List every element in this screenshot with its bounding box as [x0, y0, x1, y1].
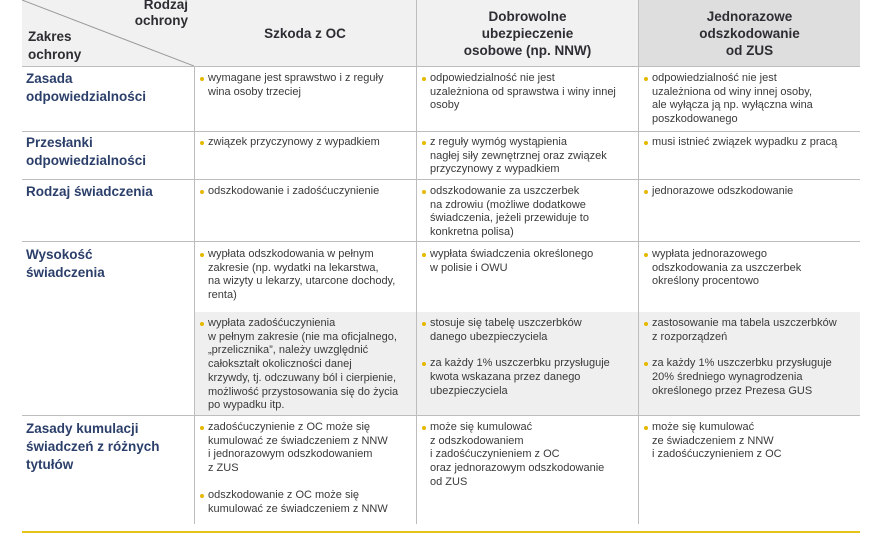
cell-line: kumulować ze świadczeniem z NNW: [208, 434, 388, 447]
cell-line: określony procentowo: [652, 275, 760, 288]
cell-line: po wypadku itp.: [208, 399, 285, 412]
row-label-line: Wysokość: [26, 247, 93, 262]
cell-line: określonego przez Prezesa GUS: [652, 384, 813, 397]
cell-line: zadośćuczynienie z OC może się: [208, 421, 371, 433]
list-item: [199, 317, 411, 413]
table-cell: [643, 72, 855, 127]
cell-line: wypłata świadczenia określonego: [430, 248, 594, 260]
cell-line: zastosowanie ma tabela uszczerbków: [652, 317, 837, 329]
list-item: [643, 357, 855, 398]
cell-line: od ZUS: [430, 475, 468, 488]
list-item: [421, 185, 633, 240]
cell-line: na zdrowiu (możliwe dodatkowe: [430, 198, 586, 211]
table-cell: [643, 136, 855, 150]
cell-line: „przelicznika”, należy uwzględnić: [208, 344, 369, 357]
cell-line: całokształt okoliczności danej: [208, 358, 352, 371]
cell-line: kumulować ze świadczeniem z NNW: [208, 502, 388, 515]
table-cell: [421, 136, 633, 177]
cell-line: 20% średniego wynagrodzenia: [652, 371, 803, 384]
column-header-nnw: [416, 0, 638, 66]
row-divider: [22, 241, 860, 242]
cell-line: renta): [208, 289, 237, 302]
cell-line: za każdy 1% uszczerbku przysługuje: [652, 357, 832, 370]
corner-top-line: ochrony: [134, 13, 188, 28]
row-label-line: odpowiedzialności: [26, 89, 147, 104]
row-label-liability-conditions: [26, 134, 192, 170]
list-item: [199, 185, 411, 199]
cell-line: poszkodowanego: [652, 113, 738, 126]
list-item: [643, 248, 855, 289]
list-item: [643, 317, 855, 344]
cell-line: z odszkodowaniem: [430, 434, 524, 447]
cell-line: ale wyłącza ją np. wyłączna wina: [652, 99, 813, 112]
cell-line: uzależniona od winy innej osoby,: [652, 85, 813, 98]
cell-line: oraz jednorazowym odszkodowanie: [430, 462, 605, 475]
list-item: [199, 136, 411, 150]
column-header-line: od ZUS: [725, 42, 774, 58]
list-item: [199, 421, 411, 476]
cell-line: wypłata zadośćuczynienia: [208, 317, 336, 329]
column-header-line: Szkoda z OC: [264, 25, 346, 41]
cell-line: nagłej siły zewnętrznej oraz związek: [430, 149, 607, 162]
cell-line: z reguły wymóg wystąpienia: [430, 136, 567, 148]
corner-label-protection-scope: [28, 28, 81, 64]
cell-line: i jednorazowym odszkodowaniem: [208, 448, 373, 461]
list-item: [643, 421, 855, 462]
table-cell: [643, 421, 855, 462]
cell-line: kwota wskazana przez danego: [430, 371, 581, 384]
row-divider: [22, 415, 860, 416]
corner-label-protection-type: [135, 0, 188, 29]
cell-line: przyczynowy z wypadkiem: [430, 163, 560, 176]
row-label-benefit-amount: [26, 246, 192, 282]
list-item: [199, 489, 411, 516]
table-cell: [421, 317, 633, 399]
cell-line: musi istnieć związek wypadku z pracą: [652, 136, 838, 148]
row-label-benefit-cumulation: [26, 420, 192, 474]
cell-line: stosuje się tabelę uszczerbków: [430, 317, 582, 329]
table-cell: [421, 421, 633, 490]
column-divider: [638, 0, 639, 524]
cell-line: może się kumulować: [652, 421, 755, 433]
cell-line: odszkodowanie za uszczerbek: [430, 185, 580, 197]
row-label-line: Zasada: [26, 71, 73, 86]
cell-line: świadczenia, jeżeli przewiduje to: [430, 212, 589, 225]
table-cell: [199, 421, 411, 516]
list-item: [199, 72, 411, 99]
list-item: [421, 248, 633, 275]
cell-line: wina osoby trzeciej: [208, 85, 301, 98]
table-cell: [199, 136, 411, 150]
list-item: [421, 317, 633, 344]
row-divider: [22, 179, 860, 180]
cell-line: w polisie i OWU: [430, 261, 508, 274]
row-label-line: Rodzaj świadczenia: [26, 184, 153, 199]
cell-line: odszkodowanie z OC może się: [208, 488, 360, 501]
row-label-line: tytułów: [26, 457, 74, 472]
row-divider: [22, 66, 860, 67]
cell-line: z ZUS: [208, 462, 239, 475]
cell-line: osoby: [430, 99, 460, 112]
list-item: [421, 72, 633, 113]
row-label-benefit-type: [26, 183, 192, 201]
cell-line: odpowiedzialność nie jest: [430, 72, 555, 84]
table-cell: [421, 185, 633, 240]
table-cell: [643, 248, 855, 289]
cell-line: wymagane jest sprawstwo i z reguły: [208, 72, 384, 84]
column-divider: [194, 66, 195, 524]
column-header-line: osobowe (np. NNW): [463, 42, 592, 58]
cell-line: może się kumulować: [430, 421, 533, 433]
row-label-line: Przesłanki: [26, 135, 93, 150]
table-cell: [199, 185, 411, 199]
column-header-line: Jednorazowe: [706, 8, 793, 24]
corner-bottom-line: ochrony: [28, 47, 82, 62]
cell-line: na wizyty u lekarzy, utarcone dochody,: [208, 275, 396, 288]
cell-line: związek przyczynowy z wypadkiem: [208, 136, 380, 148]
cell-line: ubezpieczyciela: [430, 384, 508, 397]
cell-line: krzywdy, tj. odczuwany ból i cierpienie,: [208, 371, 397, 384]
list-item: [643, 136, 855, 150]
column-header-oc: [194, 0, 416, 66]
cell-line: jednorazowe odszkodowanie: [652, 185, 794, 197]
cell-line: wypłata odszkodowania w pełnym: [208, 248, 374, 260]
cell-line: odszkodowanie i zadośćuczynienie: [208, 185, 380, 197]
list-item: [421, 357, 633, 398]
cell-line: za każdy 1% uszczerbku przysługuje: [430, 357, 610, 370]
cell-line: odpowiedzialność nie jest: [652, 72, 777, 84]
list-item: [199, 248, 411, 303]
header-corner-cell: [22, 0, 194, 66]
cell-line: w pełnym zakresie (nie ma oficjalnego,: [208, 330, 397, 343]
cell-line: odszkodowania za uszczerbek: [652, 261, 802, 274]
list-item: [643, 72, 855, 127]
row-label-liability-principle: [26, 70, 192, 106]
list-item: [643, 185, 855, 199]
cell-line: konkretna polisa): [430, 226, 514, 239]
corner-top-line: Rodzaj: [143, 0, 188, 12]
list-item: [421, 421, 633, 490]
cell-line: uzależniona od sprawstwa i winy innej: [430, 85, 616, 98]
cell-line: możliwość przystosowania się do życia: [208, 385, 399, 398]
table-cell: [421, 248, 633, 275]
table-cell: [199, 317, 411, 413]
column-header-line: ubezpieczenie: [481, 25, 574, 41]
row-label-line: Zasady kumulacji: [26, 421, 139, 436]
table-cell: [643, 317, 855, 399]
table-cell: [199, 72, 411, 99]
table-cell: [199, 248, 411, 303]
row-label-line: świadczenia: [26, 265, 105, 280]
cell-line: ze świadczeniem z NNW: [652, 434, 774, 447]
column-header-zus: [638, 0, 860, 66]
corner-bottom-line: Zakres: [28, 29, 72, 44]
footer-accent-rule: [22, 531, 860, 533]
cell-line: z rozporządzeń: [652, 330, 728, 343]
row-label-line: świadczeń z różnych: [26, 439, 160, 454]
list-item: [421, 136, 633, 177]
row-label-line: odpowiedzialności: [26, 153, 147, 168]
cell-line: i zadośćuczynieniem z OC: [430, 448, 560, 461]
cell-line: i zadośćuczynieniem z OC: [652, 448, 782, 461]
column-header-line: Dobrowolne: [488, 8, 567, 24]
cell-line: wypłata jednorazowego: [652, 248, 767, 260]
table-cell: [643, 185, 855, 199]
table-cell: [421, 72, 633, 113]
column-divider: [416, 0, 417, 524]
row-divider: [22, 131, 860, 132]
cell-line: zakresie (np. wydatki na lekarstwa,: [208, 261, 379, 274]
column-header-line: odszkodowanie: [699, 25, 800, 41]
cell-line: danego ubezpieczyciela: [430, 330, 548, 343]
